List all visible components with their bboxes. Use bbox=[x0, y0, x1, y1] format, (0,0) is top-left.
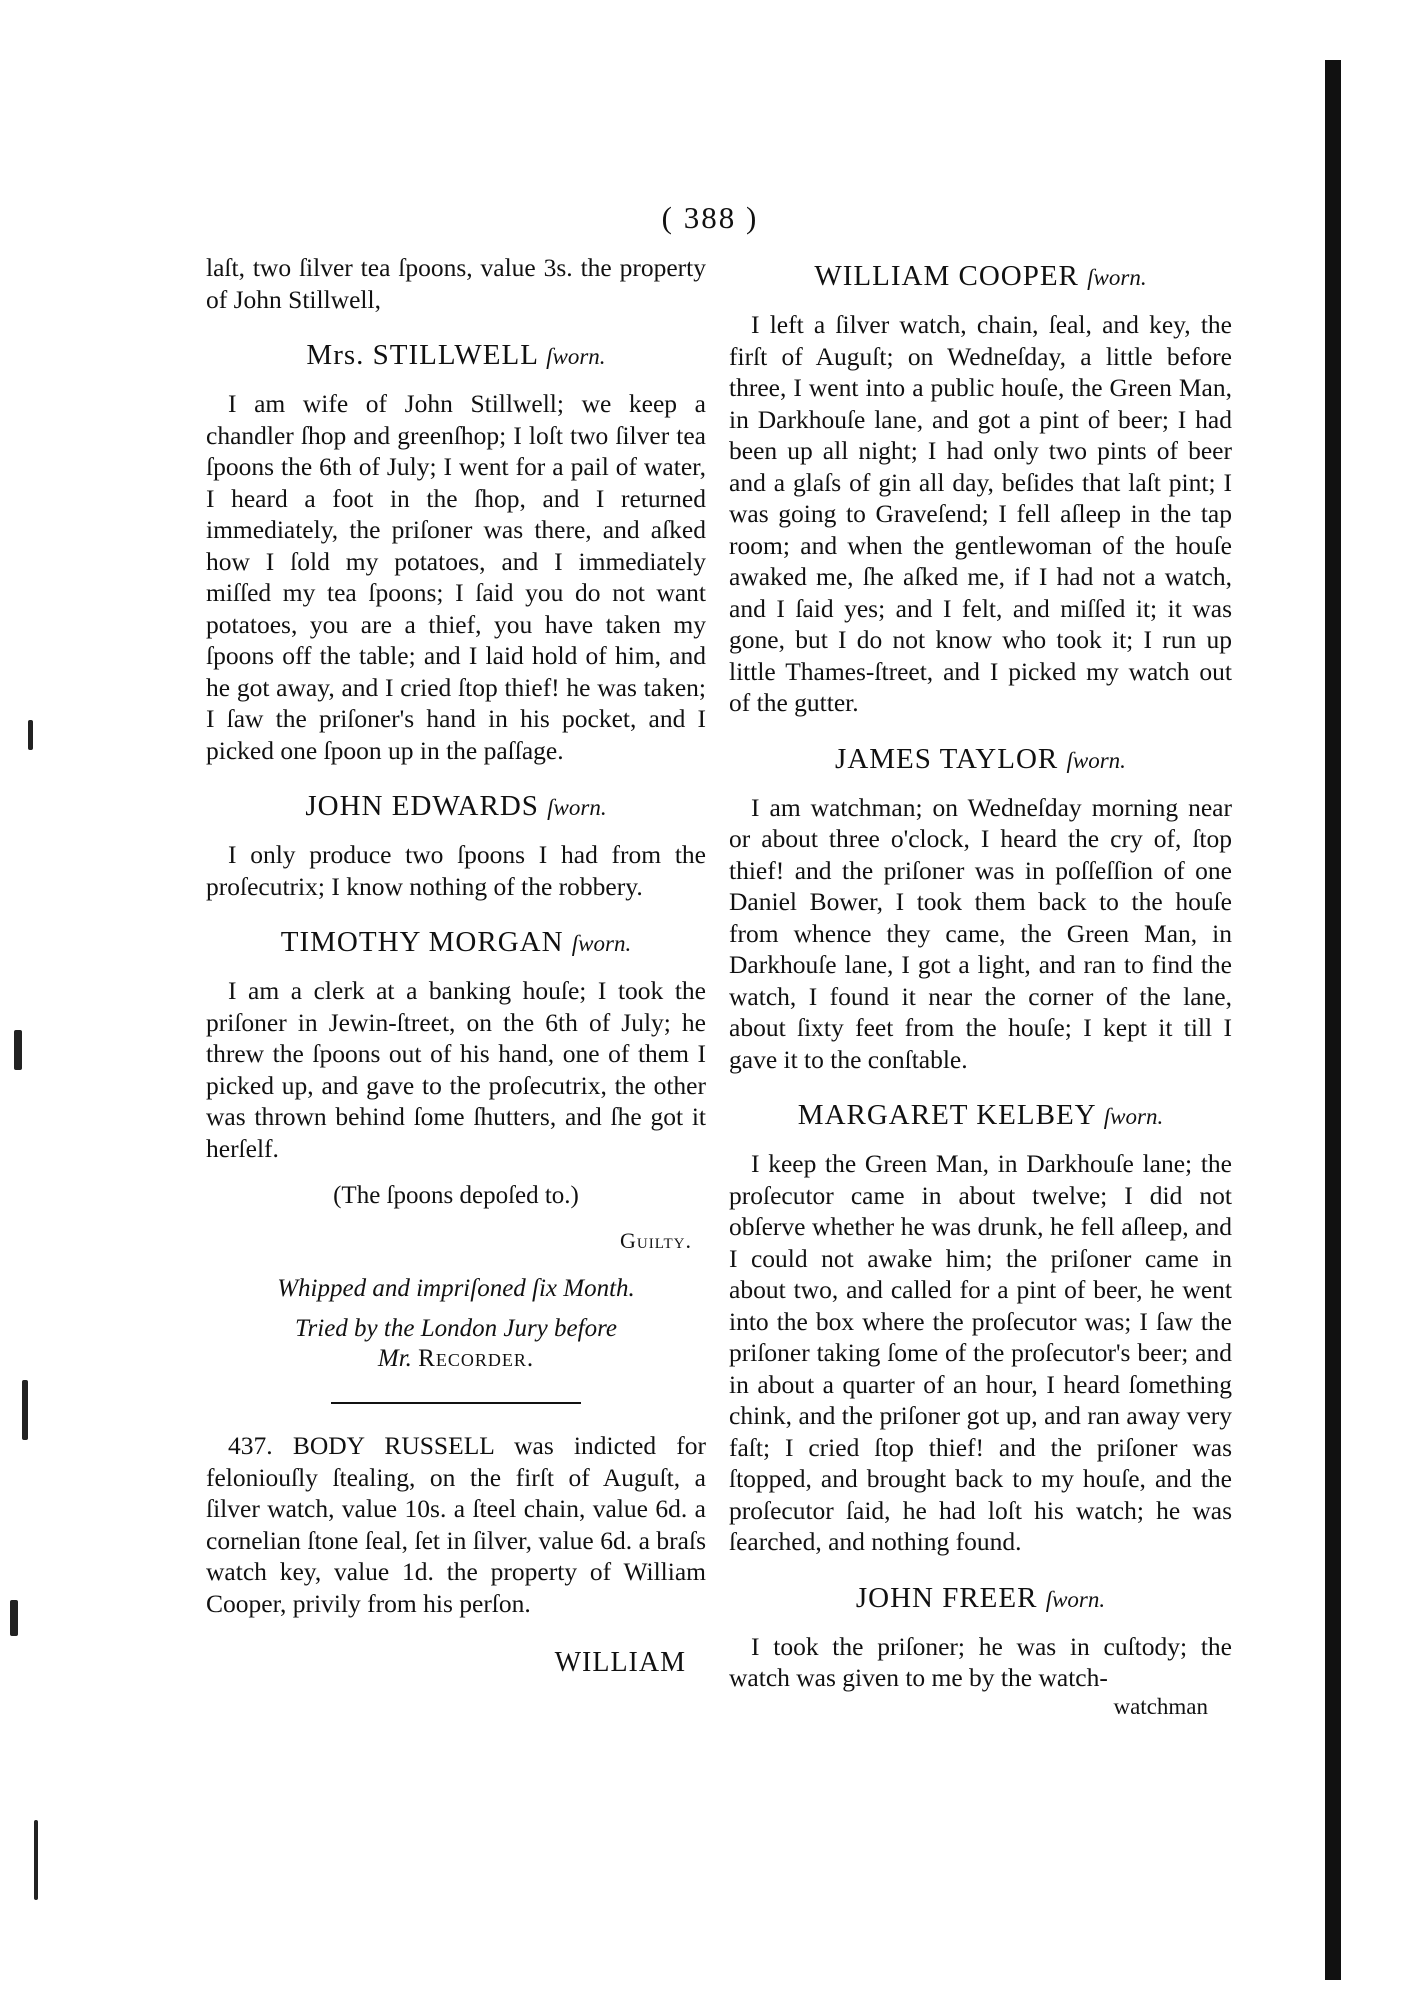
witness-heading-stillwell bbox=[206, 339, 706, 372]
sworn-label: ſworn. bbox=[1103, 1104, 1164, 1129]
testimony-taylor: I am watchman; on Wedneſday morning near or about three o'clock, I heard the cry of, ſtop thief! and the priſoner was in poſſeſſion of one Daniel Bower, I took them back to the houſe from whence they came, the Green Man, in Darkhouſe lane, I got a light, and ran to find the watch, I found it near the corner of the lane, about ſixty feet from the houſe; I kept it till I gave it to the conſtable. bbox=[729, 792, 1232, 1074]
testimony-stillwell: I am wife of John Stillwell; we keep a chandler ſhop and greenſhop; I loſt two ſilver tea ſpoons the 6th of July; I went for a pail of water, I heard a foot in the ſhop, and I returned immediately, the priſoner was there, and aſked how I ſold my potatoes, and I immediately miſſed my tea ſpoons; I ſaid you do not want potatoes, you are a thief, you have taken my ſpoons off the table; and I laid hold of him, and he got away, and I cried ſtop thief! he was taken; I ſaw the priſoner's hand in his pocket, and I picked one ſpoon up in the paſſage. bbox=[206, 389, 706, 765]
sworn-label: ſworn. bbox=[547, 795, 607, 820]
witness-name: MARGARET KELBEY bbox=[797, 1099, 1096, 1131]
page-number: ( 388 ) bbox=[661, 200, 759, 235]
indictment-text: BODY RUSSELL was indicted for feloniouſly ſtealing, on the firſt of Auguſt, a ſilver watch, value 10s. a ſteel chain, value 6d. a cornelian ſtone ſeal, ſet in ſilver, value 6d. a braſs watch key, value 1d. the property of William Cooper, privily from his perſon. bbox=[206, 1431, 706, 1618]
verdict: Guilty. bbox=[620, 1228, 692, 1253]
tried-by bbox=[206, 1314, 706, 1374]
sworn-label: ſworn. bbox=[1045, 1586, 1106, 1612]
scan-speck bbox=[22, 1380, 28, 1440]
catchword-right: watchman bbox=[1113, 1693, 1208, 1719]
sworn-label: ſworn. bbox=[1087, 265, 1147, 290]
judge-name: Recorder. bbox=[418, 1345, 535, 1372]
witness-heading-morgan bbox=[206, 926, 706, 959]
right-column bbox=[729, 252, 1232, 1720]
scan-speck bbox=[10, 1600, 18, 1636]
witness-heading-kelbey bbox=[729, 1099, 1232, 1132]
sworn-label: ſworn. bbox=[546, 344, 606, 369]
testimony-cooper: I left a ſilver watch, chain, ſeal, and key, the firſt of Auguſt; on Wedneſday, a little before three, I went into a public houſe, the Green Man, in Darkhouſe lane, and got a pint of beer; I had been up all night; I had only two pints of beer and a glaſs of gin all day, beſides that laſt pint; I was going to Graveſend; I fell aſleep in the tap room; and when the gentlewoman of the houſe awaked me, ſhe aſked me, if I had not a watch, and I ſaid yes; and I felt, and miſſed it; it was gone, but I do not know who took it; I run up little Thames-ſtreet, and I picked my watch out of the gutter. bbox=[729, 310, 1232, 717]
witness-name: JOHN FREER bbox=[855, 1581, 1038, 1614]
scan-speck bbox=[14, 1030, 22, 1070]
judge-title: Mr. bbox=[377, 1345, 412, 1372]
witness-heading-freer bbox=[729, 1582, 1232, 1615]
scan-binding-edge bbox=[1325, 60, 1341, 1980]
catchword-left: WILLIAM bbox=[554, 1647, 686, 1678]
scan-speck bbox=[28, 720, 33, 750]
deposed-note: (The ſpoons depoſed to.) bbox=[333, 1182, 579, 1209]
witness-name: Mrs. STILLWELL bbox=[306, 339, 538, 371]
indictment-paragraph bbox=[206, 1430, 706, 1619]
witness-heading-edwards bbox=[206, 790, 706, 823]
testimony-edwards: I only produce two ſpoons I had from the proſecutrix; I know nothing of the robbery. bbox=[206, 840, 706, 901]
testimony-kelbey: I keep the Green Man, in Darkhouſe lane; the proſecutor came in about twelve; I did not obſerve whether he was drunk, he fell aſleep, and I could not awake him; the priſoner came in about two, and called for a pint of beer, he went into the box where the proſecutor was; I ſaw the priſoner taking ſome of the proſecutor's beer; and in about a quarter of an hour, I heard ſomething chink, and the priſoner got up, and ran away very faſt; I cried ſtop thief! and the priſoner was ſtopped, and brought back to my houſe, and the proſecutor ſaid, he had loſt his watch; he was ſearched, and nothing found. bbox=[729, 1149, 1232, 1556]
tried-by-judge-line bbox=[206, 1344, 706, 1374]
witness-heading-cooper bbox=[729, 260, 1232, 293]
witness-name: JAMES TAYLOR bbox=[835, 742, 1059, 775]
testimony-freer: I took the priſoner; he was in cuſtody; the watch was given to me by the watch- bbox=[729, 1631, 1232, 1692]
sentence: Whipped and impriſoned ſix Month. bbox=[277, 1275, 635, 1302]
tried-by-line: Tried by the London Jury before bbox=[295, 1315, 617, 1342]
left-column bbox=[206, 252, 706, 1679]
sworn-label: ſworn. bbox=[1066, 747, 1126, 773]
sworn-label: ſworn. bbox=[571, 931, 632, 956]
witness-heading-taylor bbox=[729, 743, 1232, 776]
scan-speck bbox=[34, 1820, 38, 1900]
witness-name: WILLIAM COOPER bbox=[814, 260, 1079, 292]
witness-name: JOHN EDWARDS bbox=[305, 790, 539, 822]
opening-paragraph: laſt, two ſilver tea ſpoons, value 3s. the property of John Stillwell, bbox=[206, 253, 706, 314]
section-divider bbox=[331, 1402, 581, 1404]
testimony-morgan: I am a clerk at a banking houſe; I took the priſoner in Jewin-ſtreet, on the 6th of July; he threw the ſpoons out of his hand, one of them I picked up, and gave to the proſecutrix, the other was thrown behind ſome ſhutters, and ſhe got it herſelf. bbox=[206, 976, 706, 1163]
case-number: 437. bbox=[228, 1431, 273, 1460]
witness-name: TIMOTHY MORGAN bbox=[280, 926, 564, 958]
